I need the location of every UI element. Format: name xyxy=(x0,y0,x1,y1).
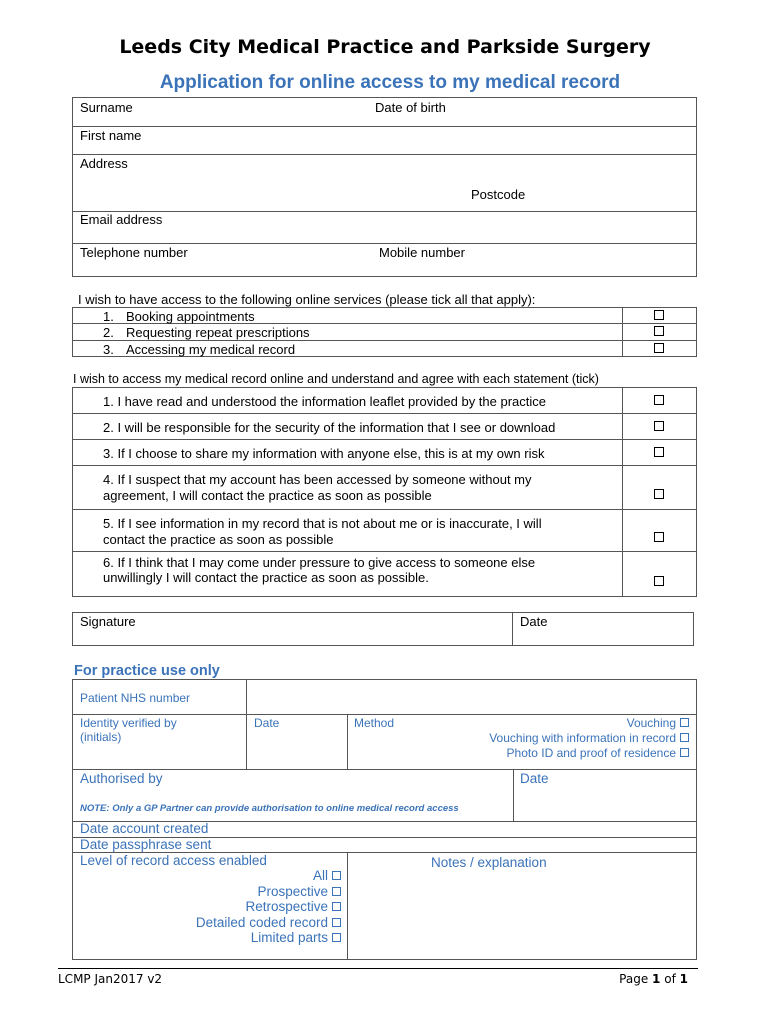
mobile-label[interactable]: Mobile number xyxy=(379,245,465,260)
statement-text-line2: contact the practice as soon as possible xyxy=(103,532,334,547)
method-label: Method xyxy=(354,716,395,730)
signature-field[interactable]: Signature xyxy=(80,614,136,629)
statement-text: 3. If I choose to share my information with anyone else, this is at my own risk xyxy=(103,446,545,461)
service-number: 1. xyxy=(103,309,114,324)
signature-date-field[interactable]: Date xyxy=(520,614,548,629)
access-level-checkbox[interactable] xyxy=(332,918,341,927)
identity-verified-label[interactable]: Identity verified by xyxy=(80,716,177,730)
service-checkbox[interactable] xyxy=(654,310,664,320)
statement-text: 2. I will be responsible for the security of the information that I see or download xyxy=(103,420,556,435)
notes-label[interactable]: Notes / explanation xyxy=(431,855,547,870)
statement-checkbox[interactable] xyxy=(654,395,664,405)
method-options xyxy=(348,716,697,766)
practice-use-heading: For practice use only xyxy=(74,663,220,679)
access-level-checkbox[interactable] xyxy=(332,902,341,911)
service-label: Booking appointments xyxy=(126,309,255,324)
page-current: 1 xyxy=(652,972,661,986)
statement-text-line1: 6. If I think that I may come under pressure to give access to someone else xyxy=(103,555,536,570)
dob-label[interactable]: Date of birth xyxy=(375,100,446,115)
passphrase-sent-label[interactable]: Date passphrase sent xyxy=(80,837,212,852)
method-checkbox[interactable] xyxy=(680,733,689,742)
access-level-option[interactable]: Retrospective xyxy=(245,899,341,915)
authorised-date-label[interactable]: Date xyxy=(520,771,549,786)
page-title: Leeds City Medical Practice and Parkside Surgery xyxy=(119,36,651,58)
postcode-label[interactable]: Postcode xyxy=(471,187,526,202)
first-name-label[interactable]: First name xyxy=(80,128,142,143)
telephone-label[interactable]: Telephone number xyxy=(80,245,188,260)
access-level-options xyxy=(73,868,347,958)
access-level-checkbox[interactable] xyxy=(332,887,341,896)
method-option[interactable]: Photo ID and proof of residence xyxy=(507,746,689,760)
statement-checkbox[interactable] xyxy=(654,576,664,586)
statement-checkbox[interactable] xyxy=(654,447,664,457)
statement-text: 1. I have read and understood the information leaflet provided by the practice xyxy=(103,394,547,409)
footer-rule xyxy=(58,968,698,969)
page-number xyxy=(619,972,688,986)
account-created-label[interactable]: Date account created xyxy=(80,821,209,836)
nhs-number-label[interactable]: Patient NHS number xyxy=(80,691,191,705)
access-level-option[interactable]: Detailed coded record xyxy=(196,915,341,931)
statement-text-line2: unwillingly I will contact the practice as soon as possible. xyxy=(103,570,429,585)
method-checkbox[interactable] xyxy=(680,748,689,757)
address-label[interactable]: Address xyxy=(80,156,128,171)
version-label: LCMP Jan2017 v2 xyxy=(58,972,163,986)
access-level-checkbox[interactable] xyxy=(332,933,341,942)
page-total: 1 xyxy=(679,972,688,986)
page-prefix: Page xyxy=(619,972,649,986)
authorisation-note: NOTE: Only a GP Partner can provide authorisation to online medical record access xyxy=(80,803,459,814)
statements-intro: I wish to access my medical record online and understand and agree with each statement (tick) xyxy=(73,372,599,386)
statement-text-line1: 4. If I suspect that my account has been accessed by someone without my xyxy=(103,472,532,487)
access-level-label: Level of record access enabled xyxy=(80,853,267,868)
service-checkbox[interactable] xyxy=(654,343,664,353)
statement-text-line1: 5. If I see information in my record that is not about me or is inaccurate, I will xyxy=(103,516,542,531)
statement-text-line2: agreement, I will contact the practice as soon as possible xyxy=(103,488,432,503)
page-of: of xyxy=(664,972,676,986)
authorised-by-label[interactable]: Authorised by xyxy=(80,771,163,786)
method-checkbox[interactable] xyxy=(680,718,689,727)
statement-checkbox[interactable] xyxy=(654,532,664,542)
statement-checkbox[interactable] xyxy=(654,489,664,499)
form-title: Application for online access to my medical record xyxy=(159,72,621,93)
statement-checkbox[interactable] xyxy=(654,421,664,431)
verification-date-label[interactable]: Date xyxy=(254,716,280,730)
service-number: 3. xyxy=(103,342,114,357)
service-label: Requesting repeat prescriptions xyxy=(126,325,310,340)
method-option[interactable]: Vouching xyxy=(627,716,689,730)
access-level-option[interactable]: Limited parts xyxy=(251,930,341,946)
service-label: Accessing my medical record xyxy=(126,342,296,357)
email-label[interactable]: Email address xyxy=(80,212,163,227)
identity-initials-label: (initials) xyxy=(80,730,122,744)
surname-label[interactable]: Surname xyxy=(80,100,133,115)
signature-table xyxy=(72,612,694,646)
services-intro: I wish to have access to the following online services (please tick all that apply): xyxy=(78,292,536,307)
access-level-option[interactable]: All xyxy=(313,868,341,884)
access-level-option[interactable]: Prospective xyxy=(257,884,341,900)
access-level-checkbox[interactable] xyxy=(332,871,341,880)
method-option[interactable]: Vouching with information in record xyxy=(489,731,689,745)
service-number: 2. xyxy=(103,325,114,340)
service-checkbox[interactable] xyxy=(654,326,664,336)
